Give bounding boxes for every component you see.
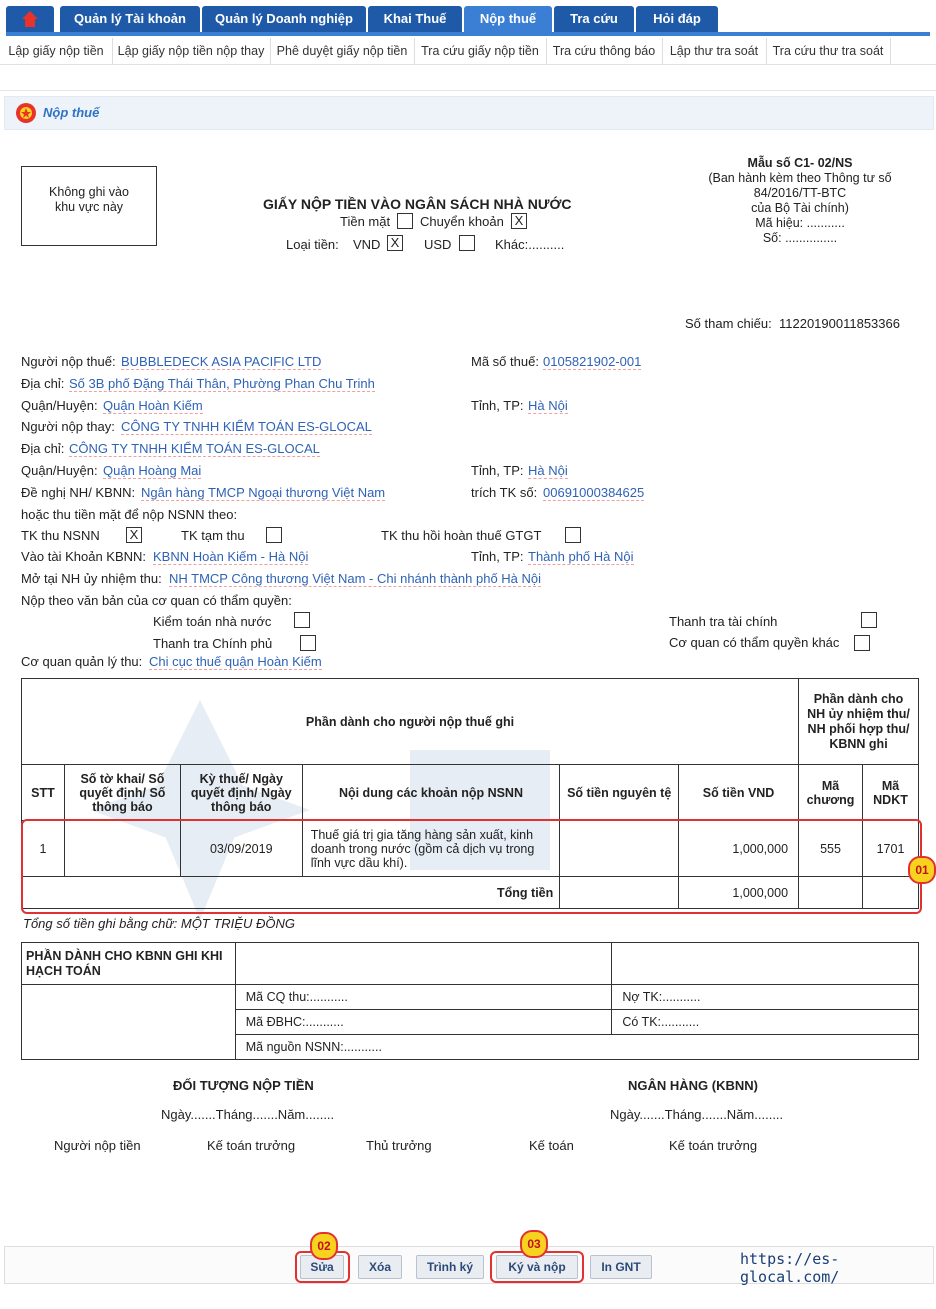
section-title: Nộp thuế bbox=[43, 105, 100, 120]
nav-tab-faq[interactable]: Hỏi đáp bbox=[636, 6, 718, 32]
transfer-checkbox[interactable]: X bbox=[511, 213, 527, 229]
home-icon bbox=[20, 9, 40, 29]
cell-period: 03/09/2019 bbox=[180, 821, 302, 877]
kbnn-table bbox=[21, 942, 919, 1060]
subnav-approve[interactable]: Phê duyệt giấy nộp tiền bbox=[270, 38, 415, 64]
mgmt-label: Cơ quan quản lý thu: bbox=[21, 654, 143, 669]
kbnn-value: KBNN Hoàn Kiếm - Hà Nội bbox=[153, 549, 309, 564]
usd-label: USD bbox=[424, 237, 452, 252]
no-write-line-1: Không ghi vào bbox=[49, 185, 129, 199]
sub-navigation bbox=[0, 38, 936, 65]
audit-label: Kiểm toán nhà nước bbox=[153, 614, 272, 629]
district2-value: Quận Hoàng Mai bbox=[103, 463, 202, 478]
tax-code-label: Mã số thuế: bbox=[471, 354, 539, 369]
payer-part-header: Phần dành cho người nộp thuế ghi bbox=[22, 679, 799, 765]
district2-label: Quận/Huyện: bbox=[21, 463, 98, 478]
nav-tab-lookup[interactable]: Tra cứu bbox=[554, 6, 634, 32]
tk-nsnn-checkbox[interactable]: X bbox=[126, 527, 142, 543]
kbnn-cq: Mã CQ thu:........... bbox=[235, 985, 612, 1010]
vnd-checkbox[interactable]: X bbox=[387, 235, 403, 251]
tk-temp-checkbox[interactable] bbox=[266, 527, 282, 543]
no-write-line-2: khu vực này bbox=[54, 200, 124, 214]
other-auth-label: Cơ quan có thẩm quyền khác bbox=[669, 635, 840, 650]
address2-value: CÔNG TY TNHH KIỂM TOÁN ES-GLOCAL bbox=[69, 441, 320, 456]
document-label: Nộp theo văn bản của cơ quan có thẩm quyền: bbox=[21, 593, 292, 608]
delete-button[interactable]: Xóa bbox=[358, 1255, 402, 1279]
province2-value: Hà Nội bbox=[528, 463, 568, 478]
account-label: trích TK số: bbox=[471, 485, 538, 500]
nav-tab-account[interactable]: Quản lý Tài khoản bbox=[60, 6, 200, 32]
currency-label: Loại tiền: bbox=[286, 237, 339, 252]
proxy-value: CÔNG TY TNHH KIỂM TOÁN ES-GLOCAL bbox=[121, 419, 372, 434]
edit-button[interactable]: Sửa bbox=[300, 1255, 344, 1279]
amount-words-label: Tổng số tiền ghi bằng chữ: bbox=[23, 916, 178, 931]
template-line-4: của Bộ Tài chính) bbox=[751, 201, 849, 215]
cell-vnd-amount: 1,000,000 bbox=[679, 821, 799, 877]
sign-left-date: Ngày.......Tháng.......Năm........ bbox=[161, 1107, 335, 1122]
header-period: Kỳ thuế/ Ngày quyết định/ Ngày thông báo bbox=[180, 765, 302, 821]
header-foreign-amount: Số tiền nguyên tệ bbox=[560, 765, 679, 821]
role-head: Thủ trưởng bbox=[366, 1138, 432, 1153]
account-value: 00691000384625 bbox=[543, 485, 645, 500]
header-stt: STT bbox=[22, 765, 65, 821]
nav-tab-business[interactable]: Quản lý Doanh nghiệp bbox=[202, 6, 366, 32]
role-chief-accountant-left: Kế toán trưởng bbox=[207, 1138, 296, 1153]
address-value: Số 3B phố Đặng Thái Thân, Phường Phan Chu Trinh bbox=[69, 376, 375, 391]
total-label: Tổng tiền bbox=[22, 877, 560, 909]
template-line-3: 84/2016/TT-BTC bbox=[753, 186, 847, 200]
home-button[interactable] bbox=[6, 6, 54, 32]
tk-vat-checkbox[interactable] bbox=[565, 527, 581, 543]
auth-bank-value: NH TMCP Công thương Việt Nam - Chi nhánh thành phố Hà Nội bbox=[169, 571, 542, 586]
kbnn-empty-3 bbox=[22, 985, 236, 1060]
template-line-2: (Ban hành kèm theo Thông tư số bbox=[708, 171, 892, 185]
header-content: Nội dung các khoản nộp NSNN bbox=[302, 765, 560, 821]
address2-label: Địa chỉ: bbox=[21, 441, 65, 456]
bank-label: Đề nghị NH/ KBNN: bbox=[21, 485, 136, 500]
payer-value: BUBBLEDECK ASIA PACIFIC LTD bbox=[121, 354, 322, 369]
section-header bbox=[4, 96, 934, 130]
cash-label: Tiền mặt bbox=[340, 214, 391, 229]
sign-and-pay-button[interactable]: Ký và nộp bbox=[496, 1255, 578, 1279]
tk-temp-label: TK tạm thu bbox=[181, 528, 245, 543]
kbnn-empty-1 bbox=[235, 943, 612, 985]
ref-label: Số tham chiếu: bbox=[685, 316, 772, 331]
province-value: Hà Nội bbox=[528, 398, 568, 413]
badge-03: 03 bbox=[520, 1230, 548, 1258]
submit-sign-button[interactable]: Trình ký bbox=[416, 1255, 484, 1279]
kbnn-no: Nợ TK:........... bbox=[612, 985, 919, 1010]
role-accountant: Kế toán bbox=[529, 1138, 574, 1153]
cell-ndkt: 1701 bbox=[863, 821, 919, 877]
address-label: Địa chỉ: bbox=[21, 376, 65, 391]
role-chief-accountant-right: Kế toán trưởng bbox=[669, 1138, 758, 1153]
province2-label: Tỉnh, TP: bbox=[471, 463, 524, 478]
subnav-create-inquiry[interactable]: Lập thư tra soát bbox=[662, 38, 767, 64]
proxy-label: Người nộp thay: bbox=[21, 419, 115, 434]
gov-inspect-label: Thanh tra Chính phủ bbox=[153, 636, 273, 651]
vnd-label: VND bbox=[353, 237, 381, 252]
badge-01: 01 bbox=[908, 856, 936, 884]
subnav-lookup-notice[interactable]: Tra cứu thông báo bbox=[546, 38, 663, 64]
cell-content: Thuế giá trị gia tăng hàng sản xuất, kinh doanh trong nước (gồm cả dịch vụ trong lĩnh vực dầu khí). bbox=[302, 821, 560, 877]
amount-words bbox=[23, 916, 295, 931]
subnav-lookup-inquiry[interactable]: Tra cứu thư tra soát bbox=[766, 38, 891, 64]
header-vnd-amount: Số tiền VND bbox=[679, 765, 799, 821]
template-ma-hieu: Mã hiệu: ........... bbox=[755, 216, 845, 230]
header-declaration: Số tờ khai/ Số quyết định/ Số thông báo bbox=[64, 765, 180, 821]
nav-underline bbox=[6, 32, 930, 36]
ref-value: 11220190011853366 bbox=[779, 316, 900, 331]
other-auth-checkbox[interactable] bbox=[854, 635, 870, 651]
subnav-lookup-payment[interactable]: Tra cứu giấy nộp tiền bbox=[414, 38, 547, 64]
highlight-01 bbox=[21, 819, 922, 914]
sign-right-date: Ngày.......Tháng.......Năm........ bbox=[610, 1107, 784, 1122]
transfer-label: Chuyển khoản bbox=[420, 214, 504, 229]
kbnn-title: PHẦN DÀNH CHO KBNN GHI KHI HẠCH TOÁN bbox=[22, 943, 236, 985]
province3-label: Tỉnh, TP: bbox=[471, 549, 524, 564]
bank-part-header: Phần dành cho NH ủy nhiệm thu/ NH phối hợp thu/ KBNN ghi bbox=[799, 679, 919, 765]
form-title: GIẤY NỘP TIỀN VÀO NGÂN SÁCH NHÀ NƯỚC bbox=[263, 196, 572, 212]
usd-checkbox[interactable] bbox=[459, 235, 475, 251]
template-code: Mẫu số C1- 02/NS bbox=[747, 156, 853, 170]
nav-tab-declare[interactable]: Khai Thuế bbox=[368, 6, 462, 32]
kbnn-source: Mã nguồn NSNN:........... bbox=[235, 1035, 918, 1060]
cash-checkbox[interactable] bbox=[397, 213, 413, 229]
badge-02: 02 bbox=[310, 1232, 338, 1260]
template-info bbox=[700, 156, 900, 246]
mgmt-value: Chi cục thuế quận Hoàn Kiếm bbox=[149, 654, 322, 669]
bank-value: Ngân hàng TMCP Ngoại thương Việt Nam bbox=[141, 485, 386, 500]
tk-nsnn-label: TK thu NSNN bbox=[21, 528, 100, 543]
kbnn-empty-2 bbox=[612, 943, 919, 985]
kbnn-co: Có TK:........... bbox=[612, 1010, 919, 1035]
no-write-box bbox=[21, 166, 157, 246]
amount-words-value: MỘT TRIỆU ĐỒNG bbox=[180, 916, 295, 931]
sign-left-title: ĐỐI TƯỢNG NỘP TIỀN bbox=[173, 1078, 314, 1093]
header-ndkt: Mã NDKT bbox=[863, 765, 919, 821]
role-payer: Người nộp tiền bbox=[54, 1138, 141, 1153]
emblem-icon bbox=[15, 102, 37, 124]
blank-strip bbox=[0, 64, 936, 91]
cell-chapter: 555 bbox=[799, 821, 863, 877]
cash-option-text: hoặc thu tiền mặt để nộp NSNN theo: bbox=[21, 507, 238, 522]
top-navigation bbox=[0, 0, 936, 36]
cell-stt: 1 bbox=[22, 821, 65, 877]
total-vnd: 1,000,000 bbox=[679, 877, 799, 909]
payer-label: Người nộp thuế: bbox=[21, 354, 116, 369]
print-gnt-button[interactable]: In GNT bbox=[590, 1255, 652, 1279]
kbnn-dbhc: Mã ĐBHC:........... bbox=[235, 1010, 612, 1035]
sign-right-title: NGÂN HÀNG (KBNN) bbox=[628, 1078, 758, 1093]
tax-code-value: 0105821902-001 bbox=[543, 354, 642, 369]
fin-inspect-label: Thanh tra tài chính bbox=[669, 614, 778, 629]
district-label: Quận/Huyện: bbox=[21, 398, 98, 413]
auth-bank-label: Mở tại NH ủy nhiệm thu: bbox=[21, 571, 162, 586]
site-url: https://es-glocal.com/ bbox=[740, 1250, 840, 1286]
template-so: Số: ............... bbox=[762, 231, 838, 245]
audit-checkbox[interactable] bbox=[294, 612, 310, 628]
tk-vat-label: TK thu hồi hoàn thuế GTGT bbox=[381, 528, 542, 543]
nav-tab-pay[interactable]: Nộp thuế bbox=[464, 6, 552, 32]
subnav-create-proxy[interactable]: Lập giấy nộp tiền nộp thay bbox=[112, 38, 271, 64]
district-value: Quận Hoàn Kiếm bbox=[103, 398, 203, 413]
header-chapter: Mã chương bbox=[799, 765, 863, 821]
other-currency-label: Khác:.......... bbox=[495, 237, 565, 252]
kbnn-label: Vào tài Khoản KBNN: bbox=[21, 549, 147, 564]
fin-inspect-checkbox[interactable] bbox=[861, 612, 877, 628]
gov-inspect-checkbox[interactable] bbox=[300, 635, 316, 651]
province3-value: Thành phố Hà Nội bbox=[528, 549, 634, 564]
subnav-create[interactable]: Lập giấy nộp tiền bbox=[0, 38, 113, 64]
province-label: Tỉnh, TP: bbox=[471, 398, 524, 413]
